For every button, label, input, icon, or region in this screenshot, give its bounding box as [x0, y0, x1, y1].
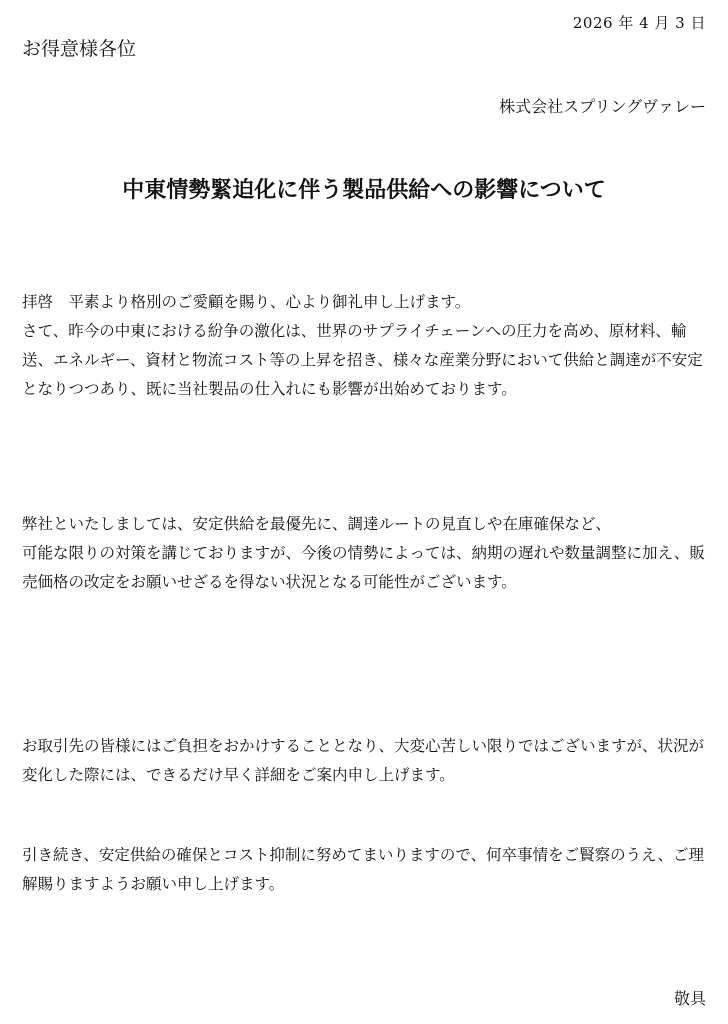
letter-title: 中東情勢緊迫化に伴う製品供給への影響について [122, 177, 606, 203]
letter-date: 2026 年 4 月 3 日 [572, 14, 706, 32]
closing-remark: 敬具 [673, 989, 706, 1008]
company-name: 株式会社スプリングヴァレー [499, 97, 706, 116]
recipient-line: お得意様各位 [22, 38, 137, 60]
paragraph-greeting: 拝啓 平素より格別のご愛顧を賜り、心より御礼申し上げます。 さて、昨今の中東における紛争の激化は、世界のサプライチェーンへの圧力を高め、原材料、輸送、エネルギー、資材と物流コスト等の上昇を招き、様々な産業分野において供給と調達が不安定となりつつあり、既に当社製品の仕入れにも影響が出始めております。 [22, 293, 703, 398]
paragraph-request: 引き続き、安定供給の確保とコスト抑制に努めてまいりますので、何卒事情をご賢察のうえ、ご理解賜りますようお願い申し上げます。 [22, 846, 705, 893]
paragraph-measures: 弊社といたしましては、安定供給を最優先に、調達ルートの見直しや在庫確保など、 可能な限りの対策を講じておりますが、今後の情勢によっては、納期の遅れや数量調整に加え、販売価格の改定をお願いせざるを得ない状況となる可能性がございます。 [22, 515, 705, 591]
paragraph-apology: お取引先の皆様にはご負担をおかけすることとなり、大変心苦しい限りではございますが、状況が変化した際には、できるだけ早く詳細をご案内申し上げます。 [22, 737, 705, 784]
